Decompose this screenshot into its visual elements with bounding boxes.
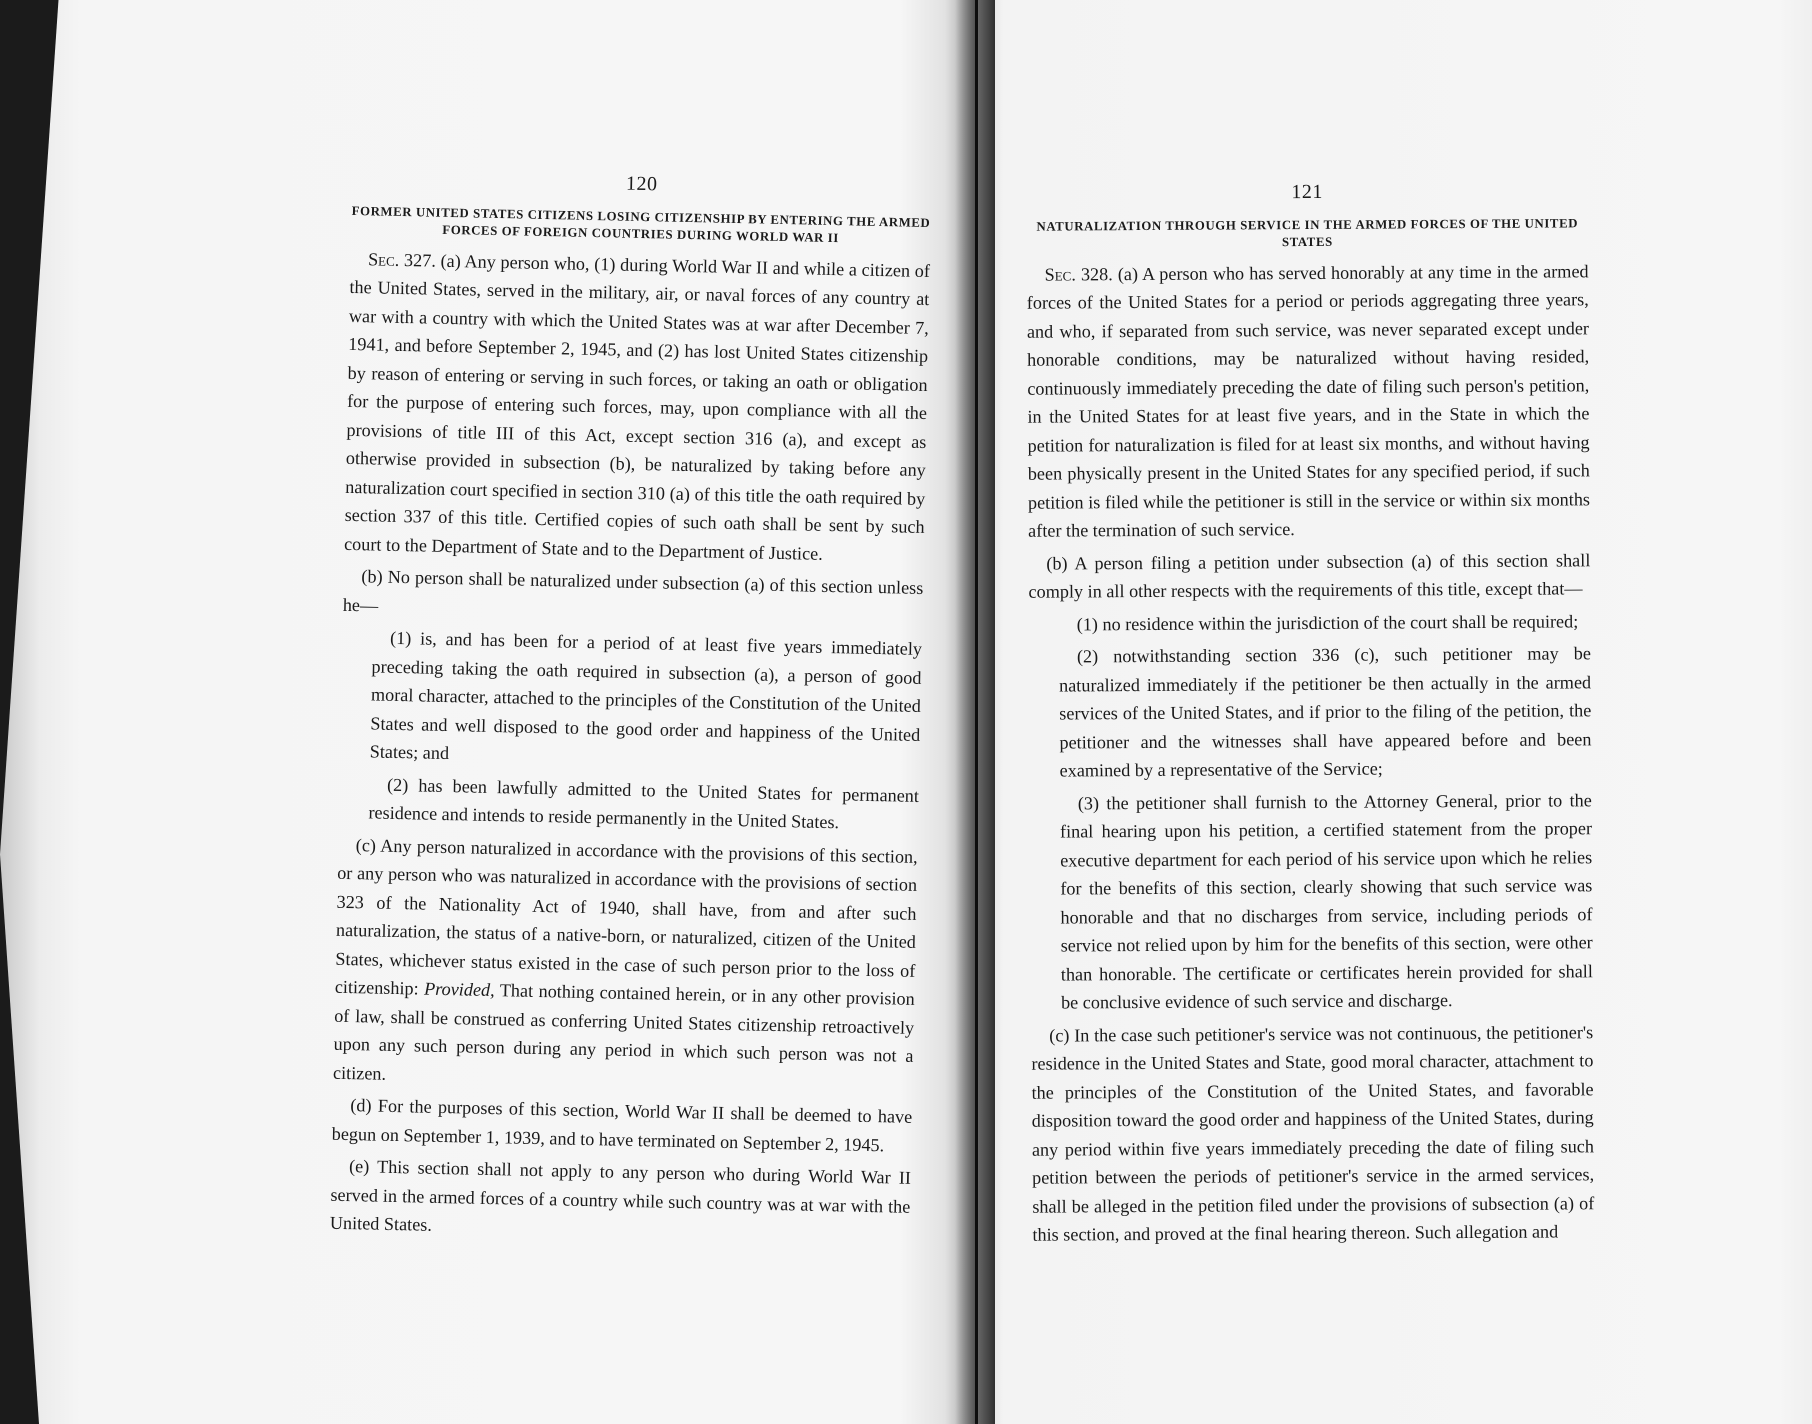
section-heading: FORMER UNITED STATES CITIZENS LOSING CITIZENSHIP BY ENTERING THE ARMED FORCES OF FOREIGN COUNTRIES DURING WORLD WAR II xyxy=(351,203,931,245)
section-heading: NATURALIZATION THROUGH SERVICE IN THE ARMED FORCES OF THE UNITED STATES xyxy=(1036,215,1579,249)
subsection-c-text: (c) Any person naturalized in accordance with the provisions of this section, or any person who was naturalized in accordance with the provisions of section 323 of the Nationality Act of 1940, shall have, from and after such naturalization, the status of a native-born, or naturalized, citizen of the United States, whichever status existed in the case of such person prior to the loss of citizenship: xyxy=(334,834,918,999)
section-328-a xyxy=(1026,257,1590,545)
clause-b3: (3) the petitioner shall furnish to the Attorney General, prior to the final hearing upon his petition, a certified statement from the proper executive department for each period of his service upon which he relies for the benefits of this section, clearly showing that such service was honorable and that no discharges from service, including periods of service not relied upon by him for the benefits of this section, were other than honorable. The certificate or certificates herein provided for shall be conclusive evidence of such service and discharge. xyxy=(1059,789,1593,1013)
subsection-e: (e) This section shall not apply to any person who during World War II served in the armed forces of a country while such country was at war with the United States. xyxy=(329,1156,912,1235)
section-label: Sec. 328. xyxy=(1044,263,1113,285)
section-text: (a) Any person who, (1) during World War II and while a citizen of the United States, served in the military, air, or naval forces of any country at war with a country with which the United States was at war after December 7, 1941, and before September 2, 1945, and (2) has lost United States citizenship by reason of entering or serving in such forces, or taking an oath or obligation for the purpose of entering such forces, may, upon compliance with all the provisions of title III of this Act, except section 316 (a), and except as otherwise provided in subsection (b), be naturalized by taking before any naturalization court specified in section 310 (a) of this title the oath required by section 337 of this title. Certified copies of such oath shall be sent by such court to the Department of State and to the Department of Justice. xyxy=(343,250,931,564)
page-number: 120 xyxy=(625,172,658,196)
subsection-b: (b) A person filing a petition under subsection (a) of this section shall comply in all other respects with the requirements of this title, except that— xyxy=(1028,549,1591,602)
clause-b2: (2) notwithstanding section 336 (c), such petitioner may be naturalized immediately if the petitioner be then actually in the armed services of the United States, and if prior to the filing of the petition, the petitioner and the witnesses shall have appeared before and been examined by a representative of the Service; xyxy=(1059,643,1592,781)
section-327-a xyxy=(344,244,930,570)
subsection-c: (c) In the case such petitioner's service was not continuous, the petitioner's residence in the United States and State, good moral character, attachment to the principles of the Constitution of the United States, and favorable disposition toward the good order and happiness of the United States, during any period within five years immediately preceding the date of filing such petition between the periods of petitioner's service in the armed services, shall be alleged in the petition filed under the provisions of subsection (a) of this section, and proved at the final hearing thereon. Such allegation and xyxy=(1031,1021,1595,1245)
clause-b1: (1) is, and has been for a period of at least five years immediately preceding taking the oath required in subsection (a), a person of good moral character, attached to the principles of the Constitution of the United States and well disposed to the good order and happiness of the United States; and xyxy=(369,627,923,764)
subsection-c-proviso: That nothing contained herein, or in any other provision of law, shall be construed as conferring United States citizenship retroactively upon any such person during any period in which such person was not a citizen. xyxy=(332,980,915,1084)
section-text: (a) A person who has served honorably at any time in the armed forces of the United States for a period or periods aggregating three years, and who, if separated from such service, was never separated except under honorable conditions, may be naturalized without having resided, continuously immediately preceding the date of filing such person's petition, in the United States for at least five years, and in the State in which the petition for naturalization is filed for at least six months, and without having been physically present in the United States for any specified period, if such petition is filed while the petitioner is still in the service or within six months after the termination of such service. xyxy=(1026,260,1591,541)
provided-word: Provided, xyxy=(423,978,495,1001)
page-number: 121 xyxy=(1291,180,1323,204)
subsection-b: (b) No person shall be naturalized under subsection (a) of this section unless he— xyxy=(342,566,924,616)
section-label: Sec. 327. xyxy=(367,248,437,271)
right-page-text xyxy=(1026,176,1595,1253)
clause-b2: (2) has been lawfully admitted to the United States for permanent residence and intends to reside permanently in the United States. xyxy=(368,774,920,833)
left-page-text xyxy=(329,164,931,1253)
book-gutter xyxy=(955,0,995,1424)
subsection-d: (d) For the purposes of this section, World War II shall be deemed to have begun on September 1, 1939, and to have terminated on September 2, 1945. xyxy=(331,1095,913,1155)
clause-b1: (1) no residence within the jurisdiction of the court shall be required; xyxy=(1076,610,1579,634)
subsection-c xyxy=(333,830,918,1099)
